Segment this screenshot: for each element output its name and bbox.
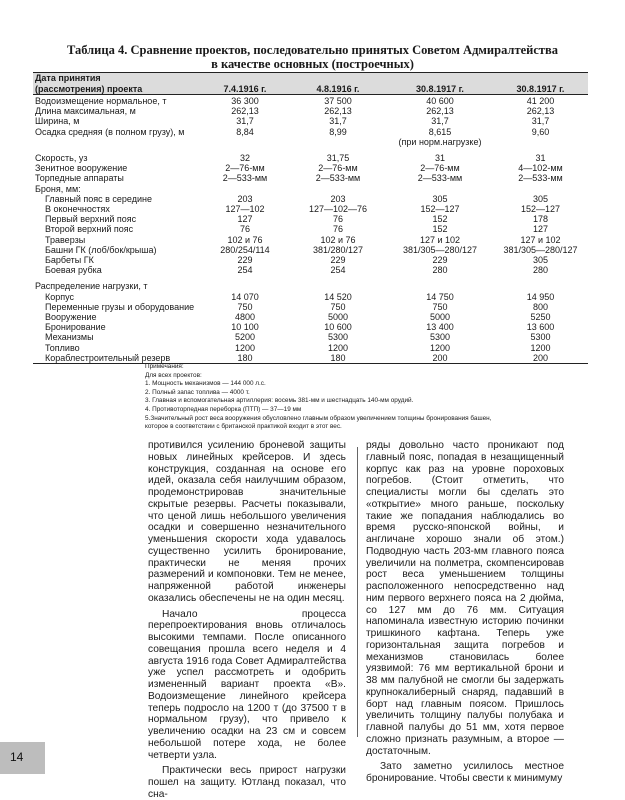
row-label: Кораблестроительный резерв	[45, 352, 171, 363]
paragraph: Практически весь прирост нагрузки пошел на защиту. Ютланд показал, что сна-	[148, 765, 346, 800]
note-line: которое в соответствии с британской практикой входит в этот вес.	[145, 423, 342, 431]
note-line: 1. Мощность механизмов — 144 000 л.с.	[145, 380, 266, 388]
row-label: Барбеты ГК	[45, 255, 94, 266]
header-col-3: 30.8.1917 г.	[416, 83, 464, 94]
table-cell: 200	[432, 352, 448, 363]
table-row	[33, 116, 588, 126]
table-cell: 254	[330, 265, 346, 276]
table-cell: 262,13	[526, 106, 555, 117]
paragraph: противился усилению броневой защиты новых линейных крейсеров. И здесь конструкция, созданная на основе его идей, оказала себя наилучшим образом, продемонстрировав значительные скрытые резервы. Расчеты показывали, что ценой лишь небольшого увеличения осадки и совершенно незначительного уменьшения скорости хода удавалось существенно усилить бронирование, практически не меняя прочих размерений и компоновки. Тем не менее, напряженной работой инженеры оказались обеспечены не на один месяц.	[148, 440, 346, 604]
table-cell: 5200	[234, 332, 256, 343]
table-cell: 8,615	[428, 126, 452, 137]
header-col-2: 4.8.1916 г.	[316, 83, 360, 94]
paragraph: Начало процесса перепроектирования вновь отличалось высокими темпами. После описанного совещания прошла всего неделя и 4 августа 1916 года Совет Адмиралтейства уже успел рассмотреть и одобрить измененный вариант проекта «В». Водоизмещение линейного крейсера теперь подросло на 1200 т (до 37500 т в нормальном грузу), что привело к увеличению осадки на 23 см и совсем небольшой потере хода, не более четверти узла.	[148, 608, 346, 761]
table-cell: 180	[330, 352, 346, 363]
table-row	[33, 332, 588, 342]
row-label: Башни ГК (лоб/бок/крыша)	[45, 244, 157, 255]
row-label: Водоизмещение нормальное, т	[35, 96, 167, 106]
table-cell: 305	[532, 255, 549, 266]
table-cell: 102 и 76	[227, 234, 263, 245]
table-cell: 229	[432, 255, 448, 266]
table-cell	[493, 137, 588, 147]
header-col-4: 30.8.1917 г.	[516, 83, 565, 94]
table-row	[33, 153, 588, 163]
table-cell: 40 600	[426, 96, 454, 106]
table-cell	[289, 137, 387, 147]
table-row	[33, 255, 588, 265]
table-cell: 2—533-мм	[417, 173, 463, 184]
table-cell: 127—102	[225, 204, 265, 215]
table-row	[33, 214, 588, 224]
table-cell: 31	[434, 153, 445, 164]
table-row	[33, 302, 588, 312]
row-label: Осадка средняя (в полном грузу), м	[35, 126, 185, 137]
table-cell	[387, 281, 493, 291]
note-line: Примечания:	[145, 363, 184, 370]
table-row	[33, 95, 588, 107]
table-cell: 41 200	[526, 96, 555, 106]
header-label: Дата принятия (рассмотрения) проекта	[35, 73, 143, 94]
row-label: Бронирование	[45, 322, 106, 333]
table-cell: 76	[239, 224, 250, 235]
table-cell: 5300	[530, 332, 551, 343]
table-title	[40, 43, 585, 71]
table-cell: 5300	[327, 332, 349, 343]
table-cell: 750	[432, 301, 448, 312]
table-cell	[289, 281, 387, 291]
note-line: 4. Противоторпедная переборка (ПТП) — 37—19 мм	[145, 405, 302, 413]
table-cell: 8,99	[329, 126, 347, 137]
table-row	[33, 204, 588, 214]
table-row	[33, 184, 588, 194]
table-cell: 1200	[429, 342, 451, 353]
row-label: Второй верхний пояс	[45, 224, 134, 235]
table-cell: 32	[239, 153, 250, 164]
row-label: Первый верхний пояс	[45, 214, 137, 225]
table-cell: 750	[330, 301, 346, 312]
table-cell: 14 950	[526, 291, 555, 302]
table-row	[33, 106, 588, 116]
table-cell: 2—76-мм	[420, 163, 460, 174]
table-cell: 280/254/114	[220, 244, 270, 255]
table-cell: 280	[432, 265, 448, 276]
table-cell: 102 и 76	[320, 234, 356, 245]
table-cell: 2—533-мм	[315, 173, 361, 184]
table-row	[33, 322, 588, 332]
table-cell	[289, 184, 387, 194]
row-label: Переменные грузы и оборудование	[45, 301, 195, 312]
row-label: Торпедные аппараты	[35, 173, 124, 184]
table-cell: 4—102-мм	[518, 163, 563, 174]
table-cell: 152—127	[520, 204, 561, 215]
table-cell: 4800	[234, 312, 256, 323]
table-cell: 305	[432, 193, 448, 204]
table-cell: 381/280/127	[312, 244, 364, 255]
row-label: Главный пояс в середине	[45, 193, 152, 204]
row-label: Вооружение	[45, 312, 97, 323]
table-row	[33, 265, 588, 275]
table-row	[33, 194, 588, 204]
table-cell: 5300	[429, 332, 451, 343]
table-title-line-1: Таблица 4. Сравнение проектов, последовательно принятых Советом Адмиралтейства	[66, 43, 559, 57]
table-cell: 280	[532, 265, 549, 276]
table-cell: 203	[330, 193, 346, 204]
page-number: 14	[10, 750, 24, 764]
table-cell: 31,75	[326, 153, 350, 164]
table-cell: 381/305—280/127	[402, 244, 478, 255]
table-cell	[387, 184, 493, 194]
table-row	[33, 292, 588, 302]
row-label: Распределение нагрузки, т	[35, 281, 148, 292]
table-cell: 1200	[530, 342, 551, 353]
table-cell: 229	[330, 255, 346, 266]
table-row	[33, 312, 588, 322]
row-label: Механизмы	[45, 332, 94, 343]
table-cell: 31	[535, 153, 546, 164]
table-row	[33, 127, 588, 137]
table-cell: 8,84	[236, 126, 254, 137]
table-cell	[201, 281, 289, 291]
table-cell: 200	[532, 352, 549, 363]
table-cell: 127	[237, 214, 253, 225]
table-cell: 5250	[530, 312, 551, 323]
table-cell: 31,7	[431, 116, 449, 127]
column-divider	[357, 447, 358, 737]
header-col-1: 7.4.1916 г.	[223, 83, 267, 94]
table-cell: 262,13	[426, 106, 454, 117]
table-cell: 10 600	[324, 322, 352, 333]
table-cell: 178	[532, 214, 549, 225]
table-cell: 305	[532, 193, 549, 204]
table-cell: 5000	[429, 312, 451, 323]
body-text-left-column	[148, 440, 346, 800]
note-line: 2. Полный запас топлива — 4000 т.	[145, 388, 250, 396]
table-cell	[493, 184, 588, 194]
table-cell: 13 600	[526, 322, 555, 333]
table-row	[33, 281, 588, 291]
row-label: Скорость, уз	[35, 153, 88, 164]
table-cell: 14 070	[231, 291, 259, 302]
table-title-line-2: в качестве основных (построечных)	[211, 57, 414, 71]
table-cell: 10 100	[231, 322, 259, 333]
table-cell	[493, 281, 588, 291]
note-line: 5.Значительный рост веса вооружения обусловлено главным образом увеличением толщины бронирования башен,	[145, 414, 492, 422]
table-cell: 750	[237, 301, 253, 312]
table-cell: 31,7	[531, 116, 550, 127]
table-cell: 800	[532, 301, 549, 312]
table-cell: 262,13	[231, 106, 259, 117]
table-row	[33, 163, 588, 173]
table-row	[33, 235, 588, 245]
table-cell	[201, 137, 289, 147]
table-cell: 180	[237, 352, 253, 363]
table-cell: 76	[332, 224, 343, 235]
table-cell: 76	[332, 214, 343, 225]
table-row	[33, 343, 588, 353]
body-text-right-column	[366, 440, 564, 785]
table-cell: (при норм.нагрузке)	[398, 136, 482, 147]
table-row	[33, 137, 588, 147]
table-cell: 262,13	[324, 106, 352, 117]
table-row	[33, 173, 588, 183]
table-cell: 31,7	[236, 116, 254, 127]
row-label: Длина максимальная, м	[35, 106, 136, 117]
table-cell: 152	[432, 214, 448, 225]
table-cell: 2—76-мм	[225, 163, 265, 174]
table-cell: 1200	[234, 342, 256, 353]
table-cell: 37 500	[324, 96, 352, 106]
table-cell: 152—127	[420, 204, 460, 215]
table-row	[33, 353, 588, 364]
table-cell: 14 520	[324, 291, 352, 302]
table-cell: 2—533-мм	[518, 173, 563, 184]
projects-comparison-table	[33, 72, 588, 364]
table-cell: 1200	[327, 342, 349, 353]
table-cell: 9,60	[531, 126, 550, 137]
row-label: Топливо	[45, 342, 80, 353]
table-cell: 127 и 102	[419, 234, 461, 245]
table-cell	[201, 184, 289, 194]
table-cell: 5000	[327, 312, 349, 323]
table-cell: 254	[237, 265, 253, 276]
row-label: Траверзы	[45, 234, 86, 245]
table-cell: 127	[532, 224, 549, 235]
table-cell: 127—102—76	[308, 204, 368, 215]
table-cell: 381/305—280/127	[503, 244, 578, 255]
row-label: Корпус	[45, 291, 75, 302]
table-notes	[145, 363, 595, 432]
table-cell: 31,7	[329, 116, 347, 127]
row-label: Боевая рубка	[45, 265, 102, 276]
table-cell: 152	[432, 224, 448, 235]
note-line: Для всех проектов:	[145, 371, 202, 379]
row-label: Броня, мм:	[35, 183, 81, 194]
table-cell: 13 400	[426, 322, 454, 333]
table-cell: 36 300	[231, 96, 259, 106]
table-cell: 127 и 102	[520, 234, 561, 245]
table-row	[33, 245, 588, 255]
paragraph: Зато заметно усилилось местное бронирование. Чтобы свести к минимуму	[366, 761, 564, 784]
table-row	[33, 224, 588, 234]
note-line: 3. Главная и вспомогательная артиллерия: восемь 381-мм и шестнадцать 140-мм орудий.	[145, 397, 414, 405]
paragraph: ряды довольно часто проникают под главный пояс, попадая в незащищенный корпус как раз на уровне пороховых погребов. (Стоит отметить, что специалисты могли бы сделать это «открытие» много раньше, поскольку такие же попадания наблюдались во время русско-японской войны, и англичане хорошо знали об этом.) Подводную часть 203-мм главного пояса увеличили на полметра, скомпенсировав рост веса уменьшением толщины расположенного непосредственно над ним первого верхнего пояса на 2 дюйма, со 127 мм до 76 мм. Ситуация напоминала известную историю починки тришкиного кафтана. Теперь уже горизонтальная защита погребов и механизмов становилась более уязвимой: 76 мм вертикальной брони и 38 мм палубной не смогли бы задержать крупнокалиберный снаряд, падавший в борт над главным поясом. Пришлось увеличить толщину палубы полубака и главной палубы до 51 мм, хотя первое сложно признать разумным, а второе — достаточным.	[366, 440, 564, 757]
table-cell: 14 750	[426, 291, 454, 302]
row-label	[33, 137, 201, 147]
table-cell: 203	[237, 193, 253, 204]
row-label: Зенитное вооружение	[35, 163, 128, 174]
table-cell: 2—533-мм	[222, 173, 268, 184]
row-label: В оконечностях	[45, 204, 110, 215]
table-cell: 2—76-мм	[318, 163, 358, 174]
row-label: Ширина, м	[35, 116, 80, 127]
table-cell: 229	[237, 255, 253, 266]
